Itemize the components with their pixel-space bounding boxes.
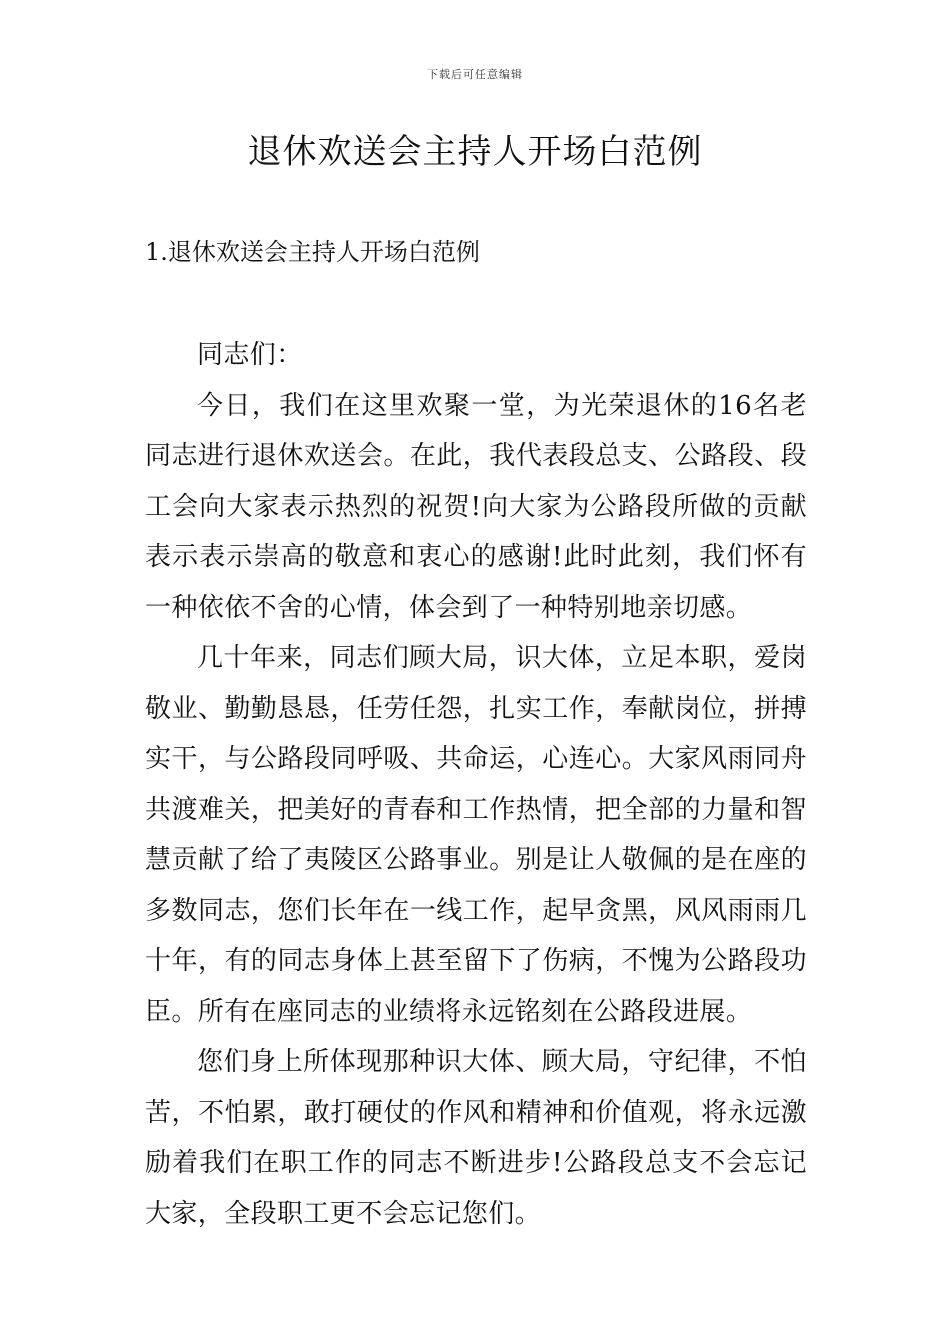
paragraph: 今日，我们在这里欢聚一堂，为光荣退休的16名老同志进行退休欢送会。在此，我代表段总支、公路段、段工会向大家表示热烈的祝贺!向大家为公路段所做的贡献表示表示崇高的敬意和衷心的感谢!此时此刻，我们怀有一种依依不舍的心情，体会到了一种特别地亲切感。 [145, 390, 807, 623]
paragraph: 您们身上所体现那种识大体、顾大局，守纪律，不怕苦，不怕累，敢打硬仗的作风和精神和价值观，将永远激励着我们在职工作的同志不断进步!公路段总支不会忘记大家，全段职工更不会忘记您们。 [145, 1047, 807, 1229]
paragraph: 几十年来，同志们顾大局，识大体，立足本职，爱岗敬业、勤勤恳恳，任劳任怨，扎实工作，奉献岗位，拼搏实干，与公路段同呼吸、共命运，心连心。大家风雨同舟共渡难关，把美好的青春和工作热情，把全部的力量和智慧贡献了给了夷陵区公路事业。别是让人敬佩的是在座的多数同志，您们长年在一线工作，起早贪黑，风风雨雨几十年，有的同志身体上甚至留下了伤病，不愧为公路段功臣。所有在座同志的业绩将永远铭刻在公路段进展。 [145, 643, 807, 1027]
section-heading: 1.退休欢送会主持人开场白范例 [145, 238, 480, 266]
header-note: 下载后可任意编辑 [427, 68, 523, 81]
body-text [145, 330, 807, 1239]
document-title: 退休欢送会主持人开场白范例 [247, 132, 703, 172]
paragraph-salutation: 同志们： [197, 340, 303, 370]
